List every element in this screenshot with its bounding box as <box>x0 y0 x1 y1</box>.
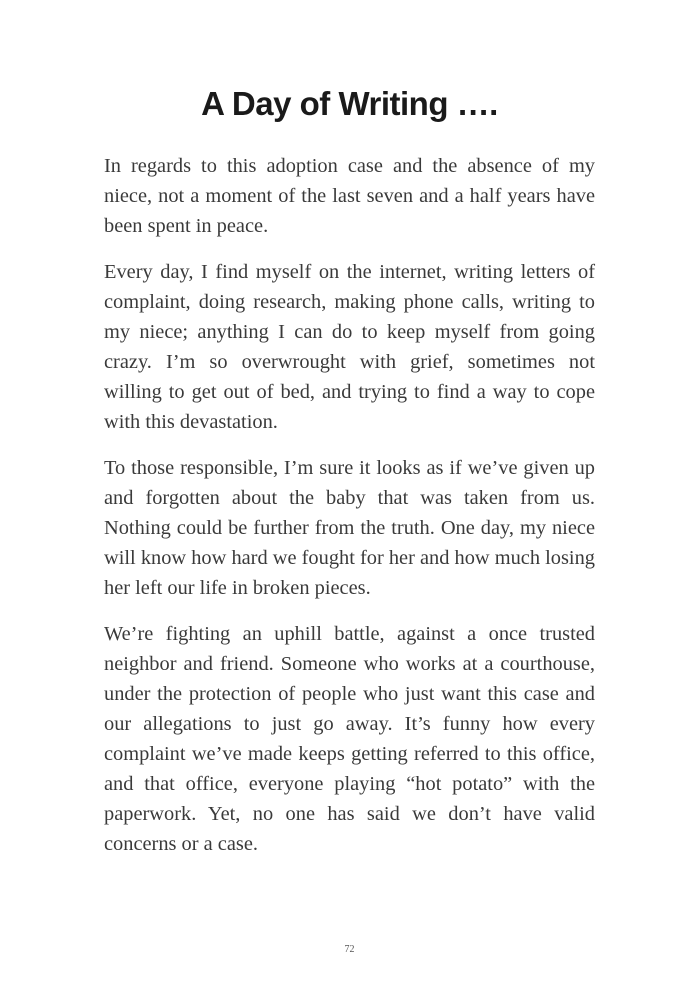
paragraph: In regards to this adoption case and the absence of my niece, not a moment of the last seven and a half years have been spent in peace. <box>104 155 595 237</box>
paragraph: Every day, I find myself on the internet, writing letters of complaint, doing research, making phone calls, writing to my niece; anything I can do to keep myself from going crazy. I’m so overwrought with grief, sometimes not willing to get out of bed, and trying to find a way to cope with this devastation. <box>104 261 595 433</box>
page-number: 72 <box>344 944 355 955</box>
paragraph: To those responsible, I’m sure it looks as if we’ve given up and forgotten about the baby that was taken from us. Nothing could be further from the truth. One day, my niece will know how hard we fought for her and how much losing her left our life in broken pieces. <box>104 457 595 599</box>
page-title: A Day of Writing …. <box>201 85 498 122</box>
body-text <box>104 151 595 875</box>
paragraph: We’re fighting an uphill battle, against a once trusted neighbor and friend. Someone who works at a courthouse, under the protection of people who just want this case and our allegations to just go away. It’s funny how every complaint we’ve made keeps getting referred to this office, and that office, everyone playing “hot potato” with the paperwork. Yet, no one has said we don’t have valid concerns or a case. <box>104 623 595 855</box>
